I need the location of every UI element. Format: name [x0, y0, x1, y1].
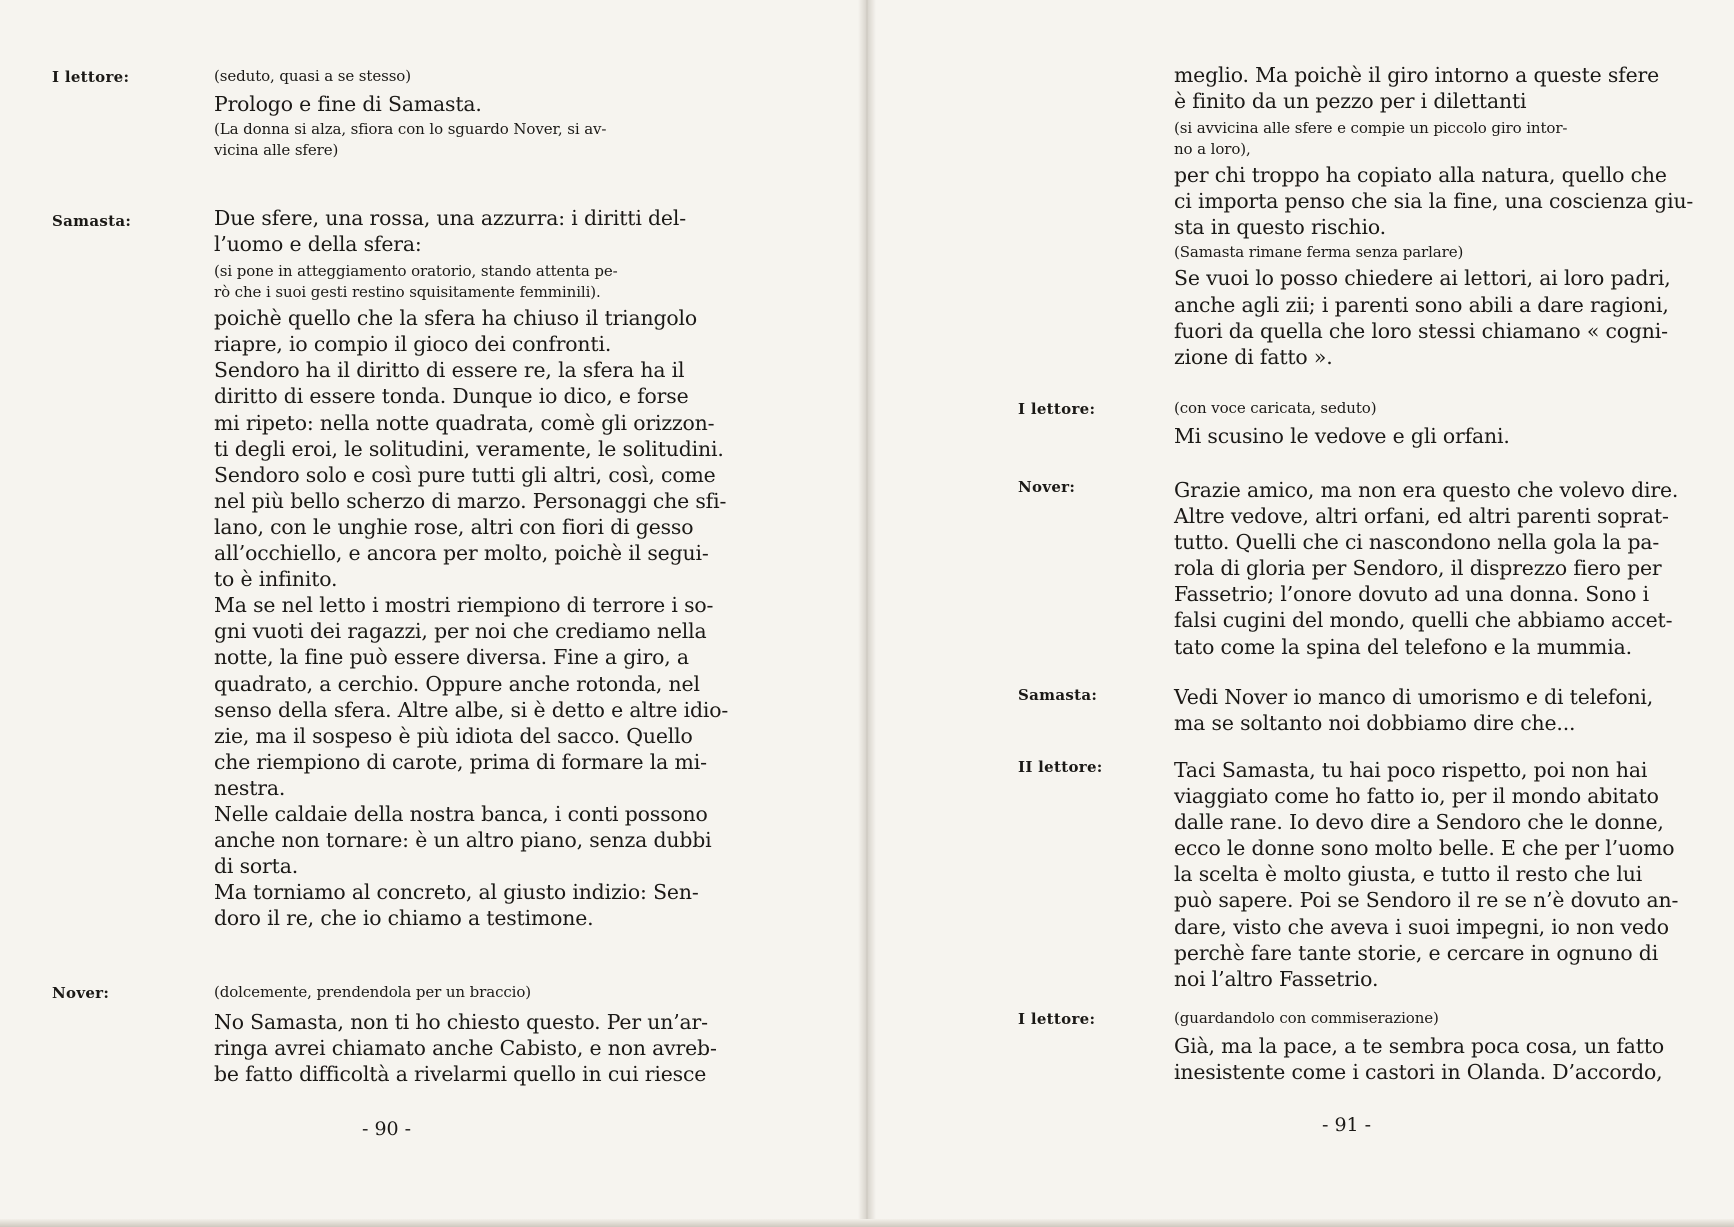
dialogue-line: Prologo e fine di Samasta.: [214, 92, 482, 116]
dialogue-line: rola di gloria per Sendoro, il disprezzo fiero per: [1174, 556, 1662, 581]
dialogue-line: nel più bello scherzo di marzo. Personaggi che sfi-: [214, 488, 727, 513]
dialogue-block: [1174, 398, 1510, 449]
stage-direction: (seduto, quasi a se stesso): [214, 67, 411, 85]
page-bottom-edge: [0, 1219, 1734, 1227]
dialogue-line: dalle rane. Io devo dire a Sendoro che le donne,: [1174, 810, 1664, 835]
dialogue-line: senso della sfera. Altre albe, si è detto e altre idio-: [214, 697, 729, 722]
dialogue-line: è finito da un pezzo per i dilettanti: [1174, 89, 1527, 114]
stage-direction: (con voce caricata, seduto): [1174, 399, 1377, 417]
dialogue-block: [214, 982, 717, 1087]
stage-direction: (guardandolo con commiserazione): [1174, 1009, 1439, 1027]
speaker-label: II lettore:: [1018, 758, 1103, 776]
stage-direction: (si avvicina alle sfere e compie un piccolo giro intor-: [1174, 119, 1568, 138]
dialogue-line: viaggiato come ho fatto io, per il mondo abitato: [1174, 784, 1659, 809]
dialogue-line: zie, ma il sospeso è più idiota del sacco. Quello: [214, 723, 693, 748]
dialogue-line: Mi scusino le vedove e gli orfani.: [1174, 424, 1510, 448]
dialogue-line: ringa avrei chiamato anche Cabisto, e non avreb-: [214, 1036, 717, 1061]
dialogue-line: mi ripeto: nella notte quadrata, comè gli orizzon-: [214, 410, 715, 435]
dialogue-line: riapre, io compio il gioco dei confronti.: [214, 332, 612, 357]
dialogue-block: [1174, 684, 1653, 736]
dialogue-line: può sapere. Poi se Sendoro il re se n’è dovuto an-: [1174, 888, 1679, 913]
speaker-label: I lettore:: [1018, 1010, 1096, 1028]
dialogue-line: meglio. Ma poichè il giro intorno a queste sfere: [1174, 63, 1660, 87]
speaker-label: Nover:: [1018, 478, 1076, 496]
dialogue-line: per chi troppo ha copiato alla natura, quello che: [1174, 163, 1667, 188]
speaker-label: Nover:: [52, 984, 110, 1002]
dialogue-line: inesistente come i castori in Olanda. D’accordo,: [1174, 1060, 1663, 1085]
dialogue-line: Taci Samasta, tu hai poco rispetto, poi non hai: [1174, 758, 1648, 782]
dialogue-line: noi l’altro Fassetrio.: [1174, 966, 1379, 991]
dialogue-line: Sendoro ha il diritto di essere re, la sfera ha il: [214, 358, 685, 383]
dialogue-line: Nelle caldaie della nostra banca, i conti possono: [214, 801, 708, 826]
dialogue-line: be fatto difficoltà a rivelarmi quello in cui riesce: [214, 1062, 707, 1087]
dialogue-line: quadrato, a cerchio. Oppure anche rotonda, nel: [214, 671, 700, 696]
dialogue-line: sta in questo rischio.: [1174, 215, 1387, 240]
dialogue-line: che riempiono di carote, prima di formare la mi-: [214, 749, 707, 774]
dialogue-line: notte, la fine può essere diversa. Fine a giro, a: [214, 645, 689, 670]
dialogue-line: poichè quello che la sfera ha chiuso il triangolo: [214, 306, 697, 331]
stage-direction: (Samasta rimane ferma senza parlare): [1174, 243, 1464, 262]
page-number: - 91 -: [1322, 1114, 1372, 1136]
dialogue-block: [1174, 1008, 1664, 1085]
dialogue-line: ti degli eroi, le solitudini, veramente, le solitudini.: [214, 436, 724, 461]
dialogue-line: Fassetrio; l’onore dovuto ad una donna. Sono i: [1174, 582, 1649, 607]
stage-direction: (dolcemente, prendendola per un braccio): [214, 983, 532, 1001]
dialogue-line: l’uomo e della sfera:: [214, 232, 422, 257]
dialogue-line: all’occhiello, e ancora per molto, poichè il segui-: [214, 541, 709, 566]
dialogue-line: diritto di essere tonda. Dunque io dico, e forse: [214, 384, 689, 409]
dialogue-line: Altre vedove, altri orfani, ed altri parenti soprat-: [1174, 504, 1669, 529]
speaker-label: I lettore:: [52, 68, 130, 86]
dialogue-line: to è infinito.: [214, 567, 338, 592]
page-number: - 90 -: [362, 1118, 412, 1140]
dialogue-line: Già, ma la pace, a te sembra poca cosa, un fatto: [1174, 1034, 1664, 1058]
speaker-label: Samasta:: [1018, 686, 1098, 704]
dialogue-block: [214, 66, 606, 161]
stage-direction: (si pone in atteggiamento oratorio, stando attenta pe-: [214, 262, 618, 281]
stage-direction: (La donna si alza, sfiora con lo sguardo Nover, si av-: [214, 120, 607, 139]
book-gutter: [858, 0, 876, 1227]
dialogue-line: Ma torniamo al concreto, al giusto indizio: Sen-: [214, 880, 699, 905]
dialogue-line: tato come la spina del telefono e la mummia.: [1174, 634, 1632, 659]
dialogue-line: ma se soltanto noi dobbiamo dire che...: [1174, 711, 1576, 736]
dialogue-block: [1174, 477, 1678, 660]
dialogue-line: falsi cugini del mondo, quelli che abbiamo accet-: [1174, 608, 1673, 633]
dialogue-line: fuori da quella che loro stessi chiamano « cogni-: [1174, 318, 1668, 343]
speaker-label: Samasta:: [52, 212, 132, 230]
dialogue-line: lano, con le unghie rose, altri con fiori di gesso: [214, 514, 694, 539]
dialogue-line: gni vuoti dei ragazzi, per noi che crediamo nella: [214, 619, 707, 644]
stage-direction: no a loro),: [1174, 140, 1251, 159]
dialogue-line: zione di fatto ».: [1174, 344, 1333, 369]
dialogue-line: Ma se nel letto i mostri riempiono di terrore i so-: [214, 593, 714, 618]
dialogue-line: la scelta è molto giusta, e tutto il resto che lui: [1174, 862, 1643, 887]
dialogue-line: No Samasta, non ti ho chiesto questo. Per un’ar-: [214, 1010, 708, 1034]
dialogue-line: Due sfere, una rossa, una azzurra: i diritti del-: [214, 206, 686, 230]
dialogue-line: ci importa penso che sia la fine, una coscienza giu-: [1174, 189, 1694, 214]
dialogue-line: Vedi Nover io manco di umorismo e di telefoni,: [1174, 685, 1654, 709]
dialogue-line: nestra.: [214, 775, 286, 800]
dialogue-line: doro il re, che io chiamo a testimone.: [214, 906, 594, 931]
dialogue-block: [214, 205, 728, 931]
dialogue-line: dare, visto che aveva i suoi impegni, io non vedo: [1174, 914, 1669, 939]
dialogue-line: Sendoro solo e così pure tutti gli altri, così, come: [214, 462, 716, 487]
dialogue-line: anche non tornare: è un altro piano, senza dubbi: [214, 828, 712, 853]
dialogue-line: ecco le donne sono molto belle. E che per l’uomo: [1174, 836, 1675, 861]
dialogue-block: [1174, 757, 1678, 992]
dialogue-line: anche agli zii; i parenti sono abili a dare ragioni,: [1174, 292, 1669, 317]
dialogue-line: Se vuoi lo posso chiedere ai lettori, ai loro padri,: [1174, 266, 1671, 291]
dialogue-line: perchè fare tante storie, e cercare in ognuno di: [1174, 940, 1659, 965]
stage-direction: vicina alle sfere): [214, 141, 339, 160]
speaker-label: I lettore:: [1018, 400, 1096, 418]
dialogue-block: [1174, 62, 1693, 370]
dialogue-line: Grazie amico, ma non era questo che volevo dire.: [1174, 478, 1679, 502]
stage-direction: rò che i suoi gesti restino squisitamente femminili).: [214, 283, 601, 302]
dialogue-line: di sorta.: [214, 854, 299, 879]
dialogue-line: tutto. Quelli che ci nascondono nella gola la pa-: [1174, 530, 1660, 555]
